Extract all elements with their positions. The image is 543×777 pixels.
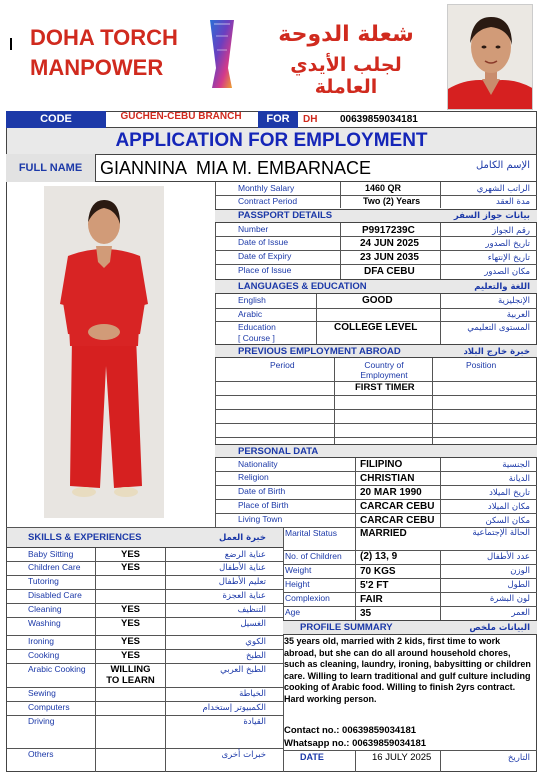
contract-period-arabic: مدة العقد bbox=[496, 197, 530, 207]
date-value: 16 JULY 2025 bbox=[372, 752, 432, 763]
company-name-ar-line2: لجلب الأيدي العاملة bbox=[290, 54, 402, 98]
salary-value: 1460 QR bbox=[365, 183, 402, 193]
company-name-en-line1: DOHA TORCH bbox=[30, 25, 178, 50]
skill-label: Washing bbox=[28, 618, 61, 628]
skill-value: YES bbox=[120, 636, 140, 647]
education-label: Education bbox=[238, 322, 276, 332]
skill-arabic: عناية الأطفال bbox=[219, 563, 266, 573]
issue-date-label: Date of Issue bbox=[238, 237, 289, 247]
skill-label: Arabic Cooking bbox=[28, 664, 86, 674]
complexion-arabic: لون البشرة bbox=[489, 594, 530, 604]
languages-title-ar: اللغة والتعليم bbox=[474, 282, 530, 292]
issue-date-value: 24 JUN 2025 bbox=[360, 238, 419, 249]
skill-arabic: القيادة bbox=[243, 717, 266, 727]
height-value: 5'2 FT bbox=[360, 580, 389, 591]
branch-name: GUCHEN-CEBU BRANCH bbox=[120, 111, 242, 122]
pob-arabic: مكان الميلاد bbox=[487, 502, 530, 512]
nationality-arabic: الجنسية bbox=[502, 460, 530, 470]
dob-label: Date of Birth bbox=[238, 486, 286, 496]
skill-value: WILLING bbox=[110, 664, 151, 675]
religion-label: Religion bbox=[238, 472, 269, 482]
skill-arabic: الطبخ bbox=[246, 651, 266, 661]
col-country: Country of Employment bbox=[360, 360, 408, 380]
skill-value: YES bbox=[120, 618, 140, 629]
skill-label: Children Care bbox=[28, 562, 81, 572]
skill-arabic: عناية الرضع bbox=[224, 550, 266, 560]
contract-period-label: Contract Period bbox=[238, 196, 298, 206]
living-town-label: Living Town bbox=[238, 514, 283, 524]
skill-label: Cooking bbox=[28, 650, 60, 660]
applicant-full-photo bbox=[44, 186, 164, 518]
marital-status-arabic: الحالة الإجتماعية bbox=[472, 528, 530, 538]
full-name-value: GIANNINA MIA M. EMBARNACE bbox=[100, 158, 372, 178]
passport-number-value: P9917239C bbox=[362, 225, 415, 236]
education-arabic: المستوى التعليمي bbox=[467, 323, 530, 333]
applicant-headshot bbox=[447, 4, 533, 110]
passport-title-ar: بيانات جواز السفر bbox=[453, 211, 530, 221]
date-label: DATE bbox=[300, 752, 324, 762]
employment-title: PREVIOUS EMPLOYMENT ABROAD bbox=[238, 346, 401, 357]
skill-arabic: خبرات أخرى bbox=[221, 750, 266, 760]
dob-arabic: تاريخ الميلاد bbox=[489, 488, 530, 498]
education-value: COLLEGE LEVEL bbox=[334, 322, 418, 333]
education-label-course: [ Course ] bbox=[238, 333, 275, 343]
date-arabic: التاريخ bbox=[507, 753, 530, 763]
skill-label: Driving bbox=[28, 716, 55, 726]
expiry-date-arabic: تاريخ الإنتهاء bbox=[487, 253, 530, 263]
skill-arabic: عناية العجزة bbox=[222, 591, 266, 601]
skill-value: YES bbox=[120, 604, 140, 615]
height-arabic: الطول bbox=[507, 580, 530, 590]
skill-label: Disabled Care bbox=[28, 590, 82, 600]
full-name-label: FULL NAME bbox=[6, 154, 96, 182]
skill-label: Computers bbox=[28, 702, 70, 712]
age-label: Age bbox=[285, 607, 301, 617]
issue-place-value: DFA CEBU bbox=[364, 266, 415, 277]
skill-value: YES bbox=[120, 650, 140, 661]
contract-period-value: Two (2) Years bbox=[363, 196, 421, 206]
pob-value: CARCAR CEBU bbox=[360, 501, 435, 512]
skill-label: Baby Sitting bbox=[28, 549, 74, 559]
skill-value-line2: TO LEARN bbox=[106, 675, 155, 686]
dob-value: 20 MAR 1990 bbox=[360, 487, 422, 498]
skill-value: YES bbox=[120, 562, 140, 573]
for-label: FOR bbox=[258, 111, 298, 128]
skills-title-ar: خبرة العمل bbox=[218, 533, 266, 543]
employment-title-ar: خبرة خارج البلاد bbox=[463, 347, 530, 357]
skill-label: Others bbox=[28, 749, 54, 759]
english-label: English bbox=[238, 295, 266, 305]
complexion-label: Complexion bbox=[285, 593, 330, 603]
issue-place-label: Place of Issue bbox=[238, 265, 292, 275]
pob-label: Place of Birth bbox=[238, 500, 289, 510]
profile-summary-text: 35 years old, married with 2 kids, first time to work abroad, but she can do all around household chores, such as cleaning, laundry, ironing, babysitting or children care. Willing to learn traditional and gulf culture including cooking of Arabic food. Willing to finish 2yrs contract. Hard working person. bbox=[284, 636, 531, 704]
age-arabic: العمر bbox=[511, 608, 530, 618]
skill-label: Sewing bbox=[28, 688, 56, 698]
english-arabic: الإنجليزية bbox=[497, 296, 530, 306]
skill-arabic: الخياطة bbox=[239, 689, 266, 699]
living-town-arabic: مكان السكن bbox=[485, 516, 530, 526]
arabic-label: Arabic bbox=[238, 309, 263, 319]
salary-arabic: الراتب الشهري bbox=[476, 184, 530, 194]
skill-arabic: الكمبيوتر إستخدام bbox=[202, 703, 266, 713]
company-name-en-line2: MANPOWER bbox=[30, 55, 164, 80]
code-label: CODE bbox=[6, 111, 106, 128]
languages-title: LANGUAGES & EDUCATION bbox=[238, 281, 367, 292]
for-value: DH bbox=[303, 114, 318, 125]
cursor-mark bbox=[10, 38, 12, 50]
form-title: APPLICATION FOR EMPLOYMENT bbox=[6, 128, 537, 154]
skill-arabic: تعليم الأطفال bbox=[218, 577, 266, 587]
profile-title: PROFILE SUMMARY bbox=[300, 622, 393, 633]
english-value: GOOD bbox=[362, 295, 393, 306]
children-arabic: عدد الأطفال bbox=[486, 552, 530, 562]
children-label: No. of Children bbox=[285, 551, 342, 561]
whatsapp-number: Whatsapp no.: 00639859034181 bbox=[284, 738, 427, 749]
skill-value: YES bbox=[120, 549, 140, 560]
torch-logo bbox=[202, 18, 242, 90]
skill-label: Tutoring bbox=[28, 576, 59, 586]
skill-arabic: التنظيف bbox=[237, 605, 266, 615]
weight-label: Weight bbox=[285, 565, 312, 575]
passport-number-label: Number bbox=[238, 224, 269, 234]
skill-arabic: الكوي bbox=[245, 637, 266, 647]
age-value: 35 bbox=[360, 608, 372, 619]
skill-label: Cleaning bbox=[28, 604, 62, 614]
skill-arabic: الطبخ العربي bbox=[220, 665, 266, 675]
children-value: (2) 13, 9 bbox=[360, 551, 398, 562]
nationality-value: FILIPINO bbox=[360, 459, 403, 470]
passport-title: PASSPORT DETAILS bbox=[238, 210, 333, 221]
code-number: 00639859034181 bbox=[340, 114, 418, 125]
issue-date-arabic: تاريخ الصدور bbox=[485, 239, 530, 249]
full-name-arabic: الإسم الكامل bbox=[475, 160, 530, 171]
height-label: Height bbox=[285, 579, 310, 589]
complexion-value: FAIR bbox=[360, 594, 383, 605]
skill-label: Ironing bbox=[28, 636, 54, 646]
nationality-label: Nationality bbox=[238, 459, 278, 469]
expiry-date-label: Date of Expiry bbox=[238, 251, 292, 261]
passport-number-arabic: رقم الجواز bbox=[492, 226, 530, 236]
company-name-ar-line1: شعلة الدوحة bbox=[278, 22, 414, 47]
weight-value: 70 KGS bbox=[360, 566, 396, 577]
expiry-date-value: 23 JUN 2035 bbox=[360, 252, 419, 263]
marital-status-label: Marital Status bbox=[285, 528, 337, 538]
profile-title-ar: البيانات ملخص bbox=[469, 623, 530, 633]
skill-arabic: الغسيل bbox=[240, 619, 266, 629]
col-position: Position bbox=[466, 360, 497, 370]
marital-status-value: MARRIED bbox=[360, 528, 407, 539]
issue-place-arabic: مكان الصدور bbox=[484, 267, 530, 277]
first-timer: FIRST TIMER bbox=[355, 382, 415, 393]
religion-value: CHRISTIAN bbox=[360, 473, 415, 484]
religion-arabic: الديانة bbox=[508, 474, 530, 484]
weight-arabic: الوزن bbox=[510, 566, 530, 576]
col-period: Period bbox=[270, 360, 295, 370]
personal-title: PERSONAL DATA bbox=[238, 446, 319, 457]
arabic-arabic: العربية bbox=[506, 310, 530, 320]
contact-number: Contact no.: 00639859034181 bbox=[284, 725, 417, 736]
skills-title: SKILLS & EXPERIENCES bbox=[28, 532, 142, 543]
living-town-value: CARCAR CEBU bbox=[360, 515, 435, 526]
salary-label: Monthly Salary bbox=[238, 183, 295, 193]
